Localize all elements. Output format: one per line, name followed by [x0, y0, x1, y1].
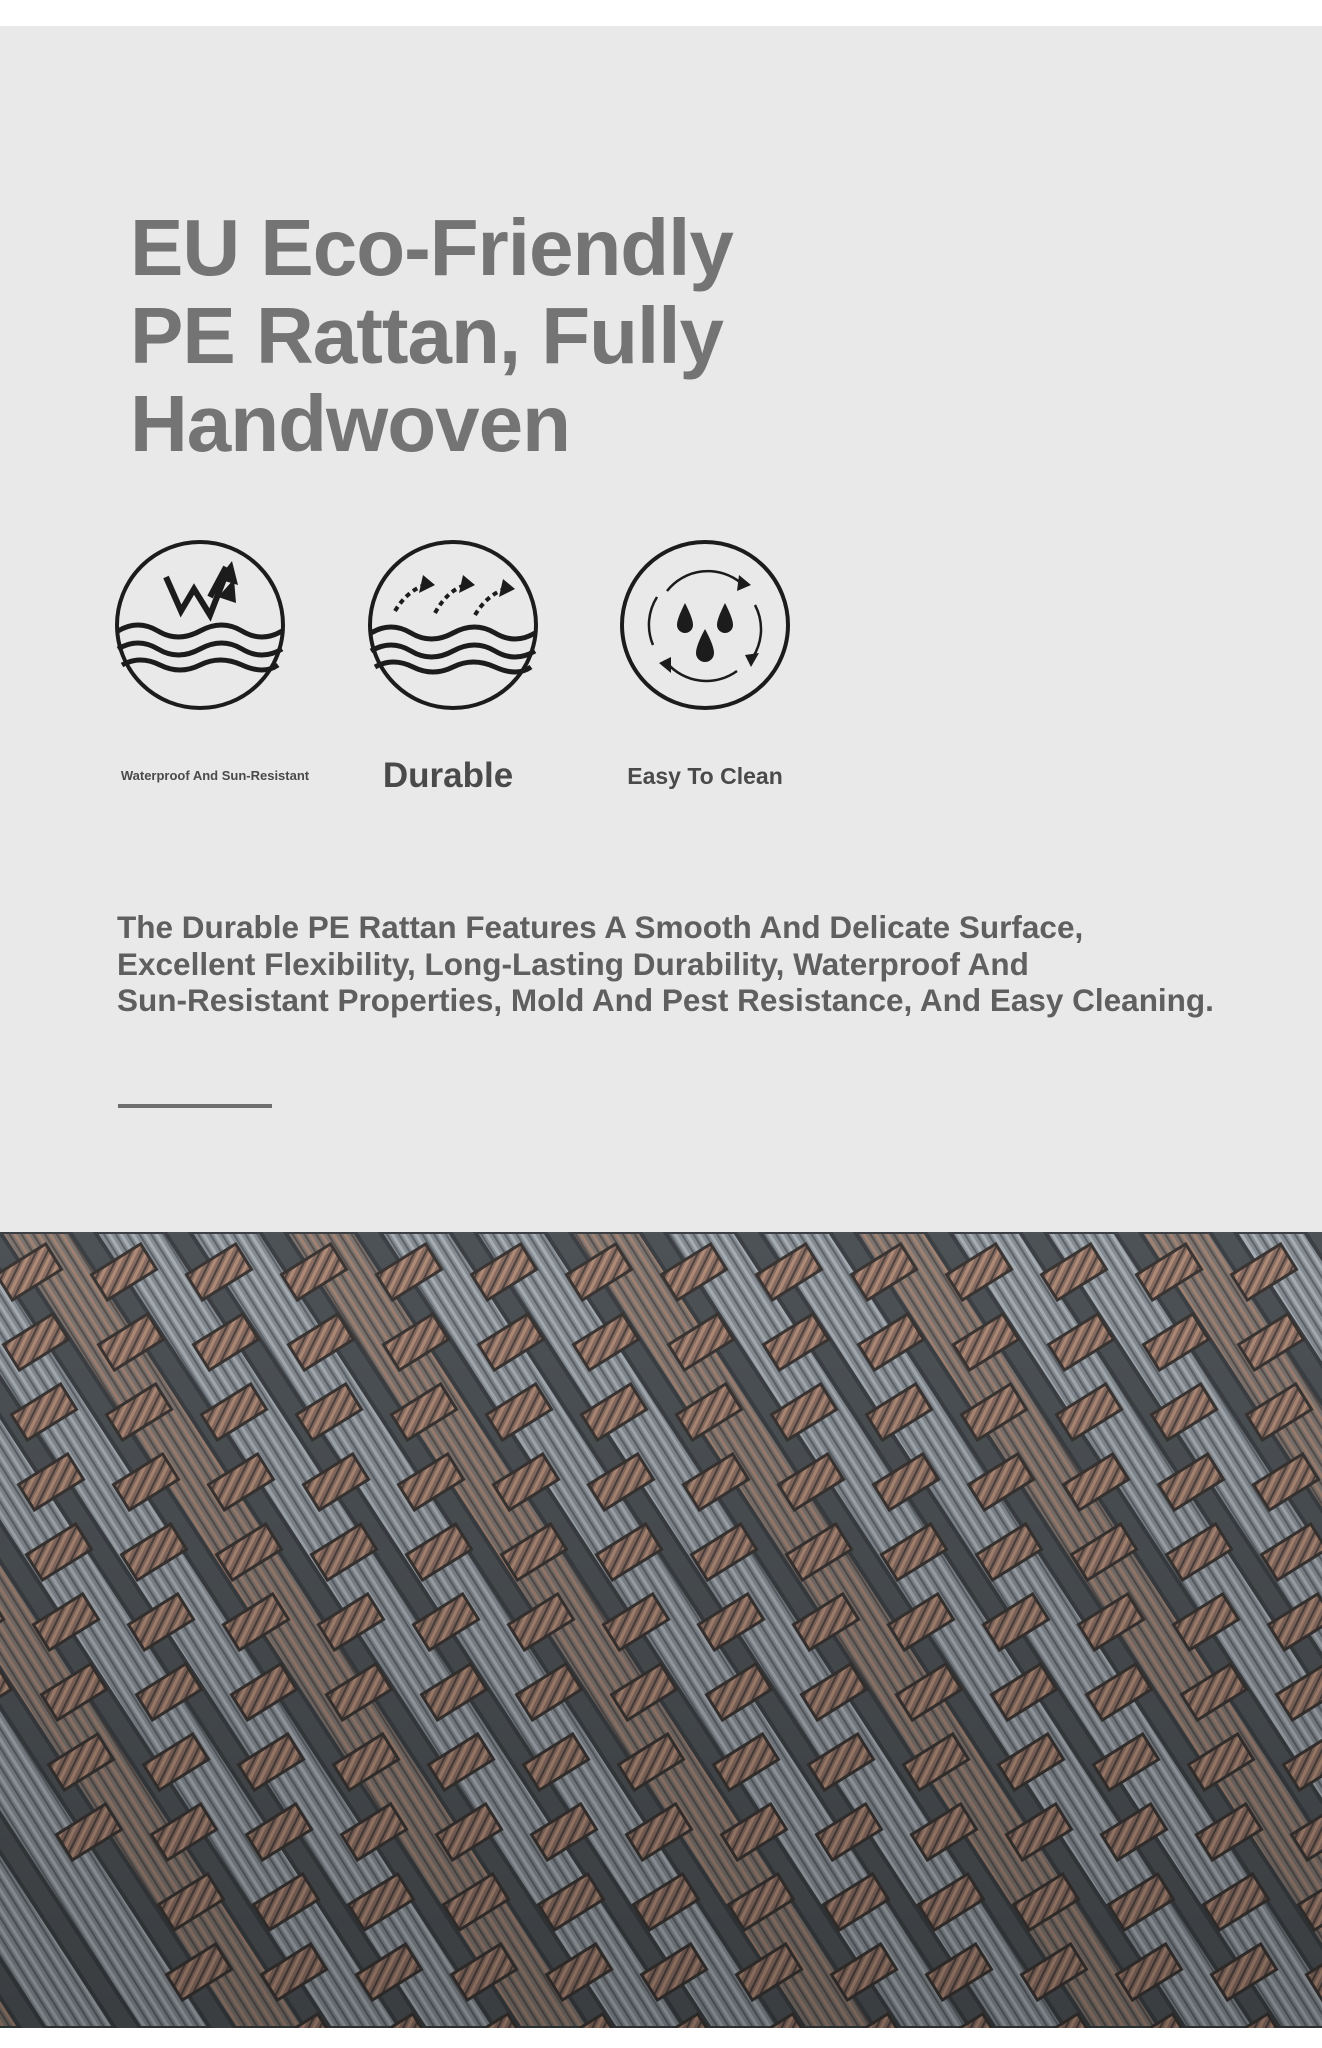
feature-label-waterproof: Waterproof And Sun-Resistant	[120, 768, 310, 783]
rattan-weave-photo	[0, 1232, 1322, 2028]
title-line: PE Rattan, Fully	[130, 291, 723, 380]
product-description	[117, 909, 1277, 1019]
waves-arrows-icon	[367, 539, 539, 711]
description-line: Sun-Resistant Properties, Mold And Pest Resistance, And Easy Cleaning.	[117, 982, 1214, 1018]
page-title	[130, 204, 830, 468]
description-line: The Durable PE Rattan Features A Smooth And Delicate Surface,	[117, 909, 1084, 945]
title-line: Handwoven	[130, 379, 570, 468]
water-drops-cycle-icon	[619, 539, 791, 711]
feature-label-easy-clean: Easy To Clean	[627, 763, 783, 789]
section-divider	[118, 1104, 272, 1108]
description-line: Excellent Flexibility, Long-Lasting Durability, Waterproof And	[117, 945, 1029, 982]
feature-panel	[0, 26, 1322, 2028]
waves-lightning-icon	[114, 539, 286, 711]
title-line: EU Eco-Friendly	[130, 203, 733, 292]
feature-label-durable: Durable	[382, 756, 514, 795]
